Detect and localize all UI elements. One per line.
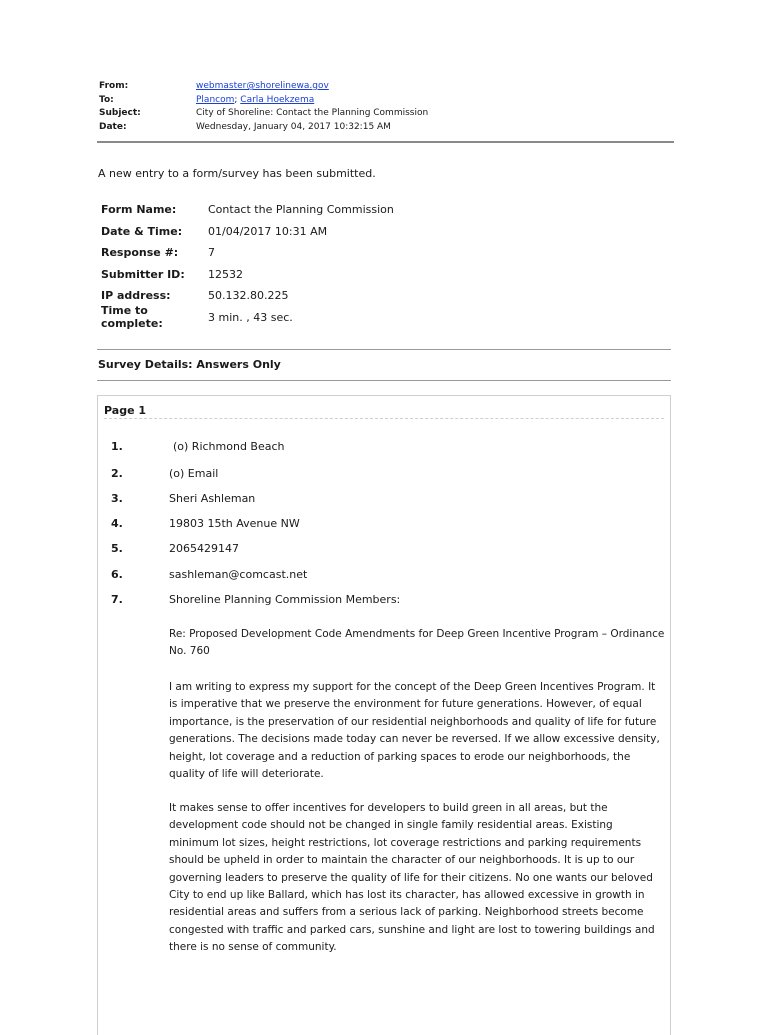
answer-number: 7. — [111, 593, 123, 606]
from-label: From: — [99, 81, 129, 91]
to-separator: ; — [234, 94, 238, 105]
answer-value: Sheri Ashleman — [169, 492, 256, 505]
answer-number: 2. — [111, 467, 123, 480]
answer-number: 1. — [111, 440, 123, 453]
meta-value: Contact the Planning Commission — [208, 203, 394, 217]
to-recipient-carla[interactable]: Carla Hoekzema — [240, 94, 315, 105]
survey-details-title: Survey Details: Answers Only — [98, 358, 281, 371]
letter-paragraph: I am writing to express my support for the concept of the Deep Green Incentives Program. It is imperative that we preserve the environment for future generations. However, of equal importance, is the preservation of our residential neighborhoods and quality of life for future generations. The decisions made today can never be reversed. If we allow excessive density, height, lot coverage and a reduction of parking spaces to erode our neighborhoods, the quality of life will deteriorate. — [169, 681, 660, 781]
meta-value: 50.132.80.225 — [208, 289, 289, 303]
subject-row — [99, 107, 674, 121]
meta-value: 7 — [208, 246, 215, 260]
meta-value: 01/04/2017 10:31 AM — [208, 224, 328, 238]
to-row — [99, 94, 674, 108]
answer-number: 3. — [111, 492, 123, 505]
intro-text: A new entry to a form/survey has been submitted. — [98, 167, 376, 180]
meta-row — [101, 221, 394, 243]
meta-row — [101, 264, 394, 286]
answer-value: (o) Richmond Beach — [173, 440, 285, 453]
to-label: To: — [99, 94, 114, 105]
meta-label: Response #: — [101, 246, 179, 260]
date-label: Date: — [99, 121, 127, 132]
meta-row — [101, 242, 394, 264]
page-divider — [104, 418, 664, 419]
date-value: Wednesday, January 04, 2017 10:32:15 AM — [196, 121, 391, 132]
meta-row — [101, 199, 394, 221]
answer-number: 6. — [111, 568, 123, 581]
answer-value: 2065429147 — [169, 542, 239, 555]
subject-value: City of Shoreline: Contact the Planning Commission — [196, 108, 429, 118]
form-meta — [101, 199, 394, 331]
letter-paragraph: It makes sense to offer incentives for developers to build green in all areas, but the development code should not be changed in single family residential areas. Existing minimum lot sizes, height restrictions, lot coverage restrictions and parking requirements should be upheld in order to maintain the character of our neighborhoods. It is up to our governing leaders to preserve the quality of life for their citizens. No one wants our beloved City to end up like Ballard, which has lost its character, has allowed excessive in growth in residential areas and suffers from a serious lack of parking. Neighborhood streets become congested with traffic and parked cars, sunshine and light are lost to towering buildings and there is no sense of community. — [169, 802, 655, 954]
meta-label: IP address: — [101, 289, 171, 303]
from-email-link[interactable]: webmaster@shorelinewa.gov — [196, 81, 329, 91]
meta-label: Submitter ID: — [101, 267, 185, 281]
answer-value: (o) Email — [169, 467, 219, 480]
meta-row — [101, 304, 394, 331]
meta-label: Form Name: — [101, 203, 177, 217]
subject-label: Subject: — [99, 108, 141, 118]
email-header — [99, 80, 674, 134]
meta-label: Date & Time: — [101, 224, 183, 238]
to-recipient-plancom[interactable]: Plancom — [196, 94, 235, 105]
section-divider-top — [97, 349, 671, 350]
to-recipients — [196, 94, 314, 108]
answers-panel — [97, 395, 671, 1035]
answer-number: 4. — [111, 517, 123, 530]
date-row — [99, 121, 674, 135]
answer-value: Shoreline Planning Commission Members: — [169, 593, 401, 606]
answer-value: sashleman@comcast.net — [169, 568, 308, 581]
meta-value: 12532 — [208, 267, 243, 281]
letter-paragraph: Re: Proposed Development Code Amendments for Deep Green Incentive Program – Ordinance No. 760 — [169, 628, 665, 658]
answer-number: 5. — [111, 542, 123, 555]
header-divider — [97, 141, 674, 143]
section-divider-bottom — [97, 380, 671, 381]
page-label: Page 1 — [104, 404, 147, 417]
meta-value: 3 min. , 43 sec. — [208, 310, 293, 324]
answer-value: 19803 15th Avenue NW — [169, 517, 300, 530]
meta-label: Time to complete: — [101, 304, 163, 331]
from-row — [99, 80, 674, 94]
